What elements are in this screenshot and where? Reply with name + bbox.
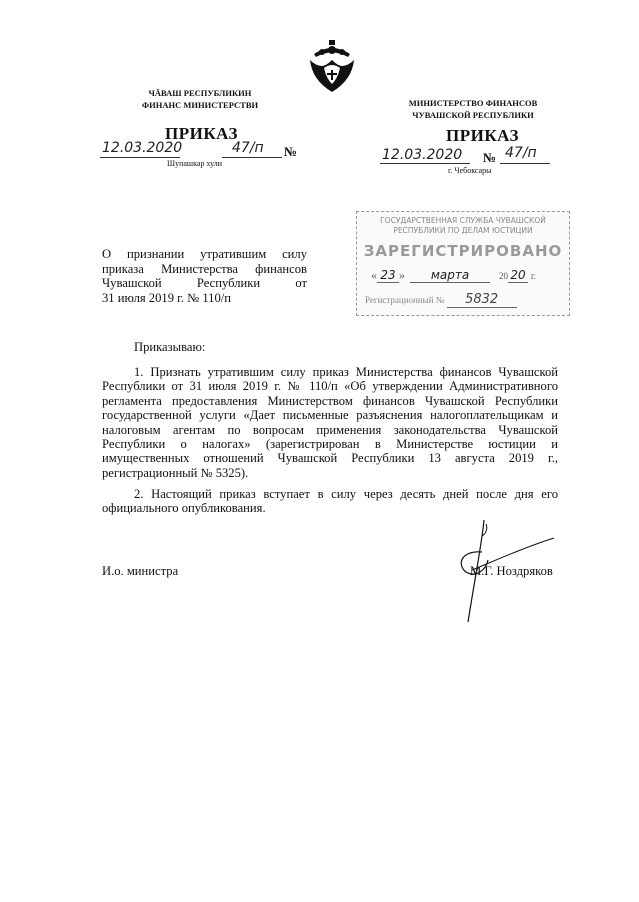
stamp-date-year-suffix: 20 <box>508 268 528 283</box>
stamp-reg-row <box>365 292 561 308</box>
number-right: 47/п <box>505 145 537 161</box>
subject-block <box>102 247 307 305</box>
number-left: 47/п <box>232 140 264 156</box>
number-left-underline <box>222 157 282 158</box>
date-right: 12.03.2020 <box>382 147 463 163</box>
num-sign-left: № <box>284 144 298 159</box>
prikaz-right: ПРИКАЗ <box>446 126 519 145</box>
stamp-title: ЗАРЕГИСТРИРОВАНО <box>363 242 563 260</box>
header-left-line1: ЧĂВАШ РЕСПУБЛИКИН <box>148 88 252 98</box>
date-left-underline <box>100 157 180 158</box>
num-sign-right: № <box>483 150 497 165</box>
registration-stamp <box>356 211 570 316</box>
city-right: г. Чебоксары <box>448 166 492 175</box>
stamp-date-row: « 23 » марта 20 20 г. <box>371 268 536 282</box>
paragraph-1: 1. Признать утратившим силу приказ Министерства финансов Чувашской Республики от 31 июля 2019 г. № 110/п «Об утверждении Административного регламента предоставления Министерством финансов Чувашской Республики государственной услуги «Дает письменные разъяснения налогоплательщикам и налоговым агентам по вопросам применения законодательства Чувашской Республики о налогах» (зарегистрирован в Министерстве юстиции и имущественных отношений Чувашской Республики 13 августа 2019 г., регистрационный № 5325). <box>102 365 558 480</box>
city-left: Шупашкар хули <box>167 159 222 168</box>
stamp-date-day: 23 <box>377 268 399 283</box>
stamp-reg-label: Регистрационный № <box>365 295 445 305</box>
prikaz-left: ПРИКАЗ <box>165 124 238 143</box>
subject-line3: Чувашской Республики от <box>102 276 307 291</box>
signature-position: И.о. министра <box>102 564 179 578</box>
stamp-date-month: марта <box>410 268 490 283</box>
stamp-date-year-prefix: 20 <box>499 271 508 281</box>
stamp-date-suffix: г. <box>531 271 536 281</box>
date-left: 12.03.2020 <box>102 140 183 156</box>
stamp-line1: ГОСУДАРСТВЕННАЯ СЛУЖБА ЧУВАШСКОЙ <box>380 216 546 225</box>
subject-line2: приказа Министерства финансов <box>102 261 307 276</box>
header-right-line1: МИНИСТЕРСТВО ФИНАНСОВ <box>408 98 538 108</box>
paragraph-2: 2. Настоящий приказ вступает в силу через десять дней после дня его официального опубликования. <box>102 487 558 516</box>
header-left-line2: ФИНАНС МИНИСТЕРСТВИ <box>141 100 259 110</box>
subject-line4: 31 июля 2019 г. № 110/п <box>102 290 232 305</box>
stamp-reg-number: 5832 <box>447 292 517 308</box>
signature-name: М.Г. Ноздряков <box>470 564 553 578</box>
stamp-line2: РЕСПУБЛИКИ ПО ДЕЛАМ ЮСТИЦИИ <box>393 226 533 235</box>
number-right-underline <box>500 163 550 164</box>
order-word: Приказываю: <box>134 340 206 354</box>
coat-of-arms-emblem <box>302 40 362 96</box>
subject-line1: О признании утратившим силу <box>102 247 307 261</box>
date-right-underline <box>380 163 470 164</box>
header-right-line2: ЧУВАШСКОЙ РЕСПУБЛИКИ <box>412 110 534 120</box>
